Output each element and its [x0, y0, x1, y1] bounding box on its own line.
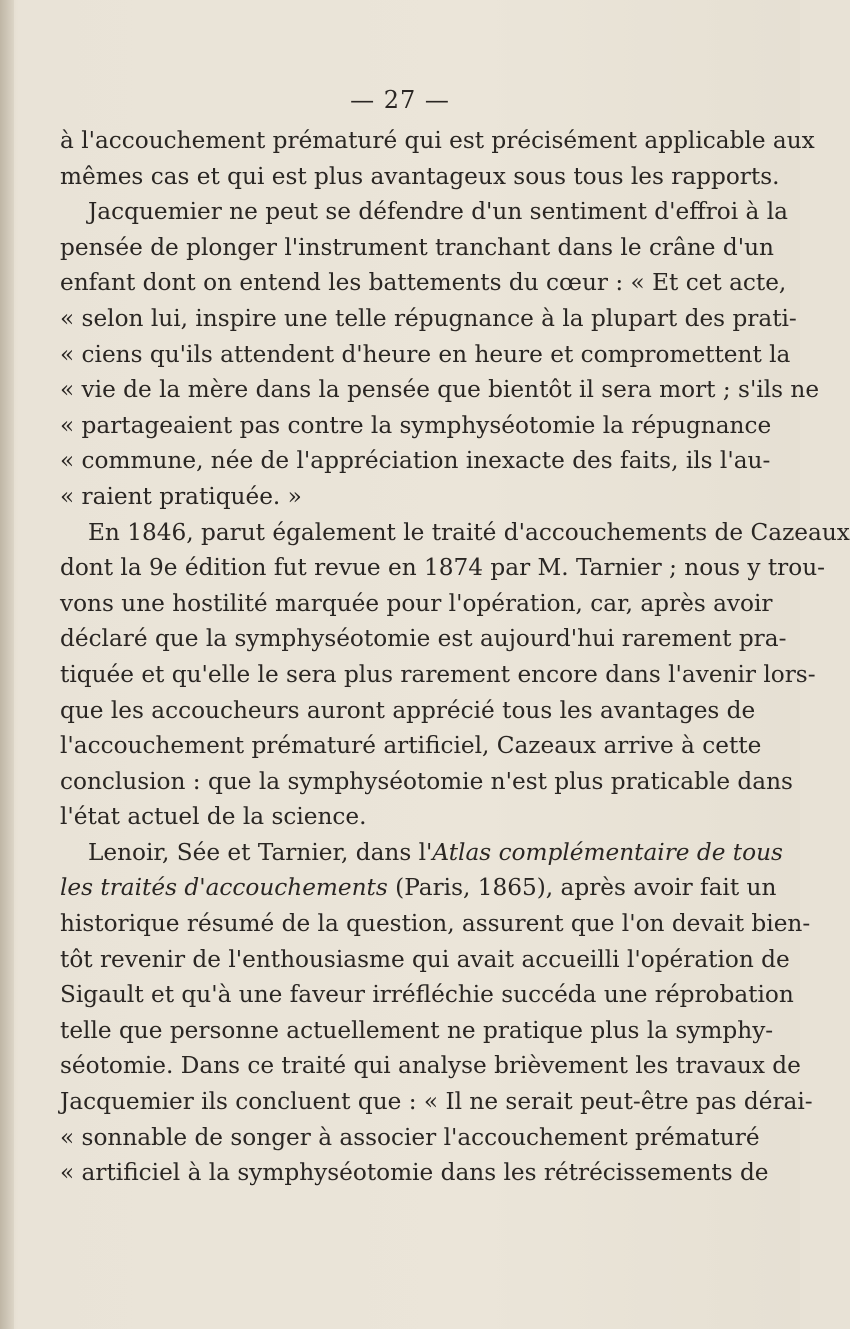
- text-line: pensée de plonger l'instrument tranchant dans le crâne d'un: [60, 233, 774, 261]
- page-spine-shadow: [0, 0, 14, 1329]
- text-line: tiquée et qu'elle le sera plus rarement encore dans l'avenir lors-: [60, 660, 816, 688]
- text-line: « selon lui, inspire une telle répugnance à la plupart des prati-: [60, 304, 797, 332]
- body-text: [60, 123, 850, 1191]
- text-line: mêmes cas et qui est plus avantageux sous tous les rapports.: [60, 162, 780, 190]
- text-line: déclaré que la symphyséotomie est aujourd'hui rarement pra-: [60, 625, 787, 653]
- text-line: « partageaient pas contre la symphyséotomie la répugnance: [60, 411, 772, 439]
- book-title-cont: les traités d'accouchements: [60, 874, 388, 902]
- text-line: tôt revenir de l'enthousiasme qui avait accueilli l'opération de: [60, 945, 790, 973]
- text-line: enfant dont on entend les battements du cœur : « Et cet acte,: [60, 269, 787, 297]
- text-line: « raient pratiquée. »: [60, 482, 302, 510]
- text-line: « vie de la mère dans la pensée que bientôt il sera mort ; s'ils ne: [60, 376, 820, 404]
- text-line: Jacquemier ils concluent que : « Il ne serait peut-être pas dérai-: [60, 1088, 813, 1116]
- text-line: « commune, née de l'appréciation inexacte des faits, ils l'au-: [60, 447, 771, 475]
- text-line: Sigault et qu'à une faveur irréfléchie succéda une réprobation: [60, 981, 794, 1009]
- text-line: Jacquemier ne peut se défendre d'un sentiment d'effroi à la: [88, 198, 788, 226]
- text-line: dont la 9e édition fut revue en 1874 par M. Tarnier ; nous y trou-: [60, 554, 825, 582]
- text-line: « artificiel à la symphyséotomie dans les rétrécissements de: [60, 1159, 769, 1187]
- text-line: [60, 870, 777, 906]
- text-line: conclusion : que la symphyséotomie n'est plus praticable dans: [60, 767, 793, 795]
- text-segment: (Paris, 1865), après avoir fait un: [387, 874, 777, 902]
- text-line: [60, 835, 783, 871]
- text-line: telle que personne actuellement ne pratique plus la symphy-: [60, 1016, 774, 1044]
- text-line: « ciens qu'ils attendent d'heure en heure et compromettent la: [60, 340, 791, 368]
- text-line: historique résumé de la question, assurent que l'on devait bien-: [60, 910, 811, 938]
- text-segment: Lenoir, Sée et Tarnier, dans l': [88, 838, 433, 866]
- text-line: à l'accouchement prématuré qui est précisément applicable aux: [60, 127, 815, 154]
- text-line: que les accoucheurs auront apprécié tous les avantages de: [60, 696, 756, 724]
- text-line: l'accouchement prématuré artificiel, Cazeaux arrive à cette: [60, 732, 762, 760]
- text-line: séotomie. Dans ce traité qui analyse brièvement les travaux de: [60, 1052, 801, 1080]
- text-line: vons une hostilité marquée pour l'opération, car, après avoir: [60, 589, 773, 617]
- text-line: « sonnable de songer à associer l'accouchement prématuré: [60, 1123, 760, 1151]
- book-title: Atlas complémentaire de tous: [432, 838, 783, 866]
- text-line: En 1846, parut également le traité d'accouchements de Cazeaux: [88, 518, 850, 546]
- text-line: l'état actuel de la science.: [60, 803, 367, 831]
- page-number: — 27 —: [350, 86, 450, 114]
